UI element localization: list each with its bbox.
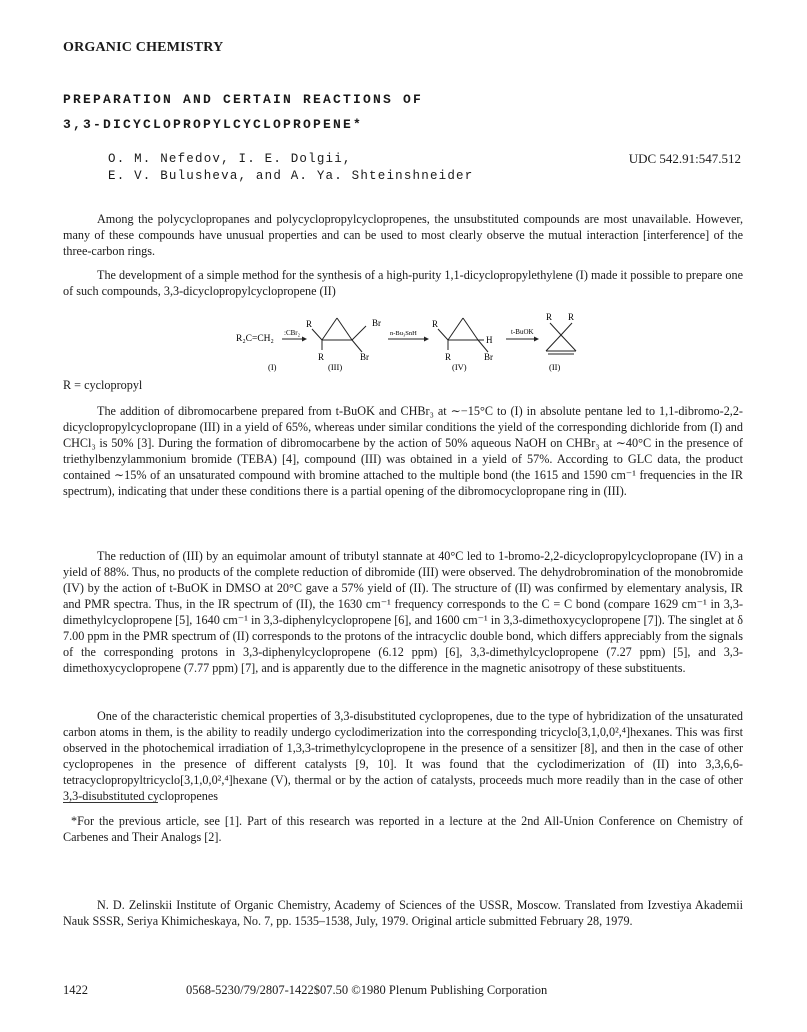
reagent-cbr2: :CBr₂ xyxy=(284,329,301,337)
page-number: 1422 xyxy=(63,983,88,997)
arrow-1-head xyxy=(302,337,307,342)
label-I: (I) xyxy=(268,362,277,372)
substituent-Br-III-bottom: Br xyxy=(360,352,369,362)
authors-line2: E. V. Bulusheva, and A. Ya. Shteinshneider xyxy=(108,169,474,183)
substituent-R-III-top: R xyxy=(306,319,313,329)
substituent-H-IV: H xyxy=(486,335,493,345)
r-definition: R = cyclopropyl xyxy=(63,378,143,392)
article-title-line1: PREPARATION AND CERTAIN REACTIONS OF xyxy=(63,92,424,107)
arrow-3-head xyxy=(534,337,539,342)
udc-code: UDC 542.91:547.512 xyxy=(628,151,741,166)
paragraph-synthesis: The development of a simple method for the synthesis of a high-purity 1,1-dicyclopropylethylene (I) made it possible to prepare one of such compounds, 3,3-dicyclopropylcyclopropene (II) xyxy=(63,268,743,298)
publication-code: 0568-5230/79/2807-1422$07.50 ©1980 Plenum Publishing Corporation xyxy=(186,983,548,997)
bond-IV-2 xyxy=(448,318,463,340)
reaction-scheme xyxy=(230,308,610,374)
footnote: *For the previous article, see [1]. Part of this research was reported in a lecture at the 2nd All-Union Conference on Chemistry of Carbenes and Their Analogs [2]. xyxy=(63,814,743,844)
bond-II-4 xyxy=(561,335,576,351)
substituent-Br-IV-bottom: Br xyxy=(484,352,493,362)
bond-II-1 xyxy=(550,323,561,335)
bond-II-3 xyxy=(546,335,561,351)
section-label: ORGANIC CHEMISTRY xyxy=(63,40,224,55)
reagent-bu3snh: n-Bu₃SnH xyxy=(390,330,417,337)
authors-line1: O. M. Nefedov, I. E. Dolgii, xyxy=(108,152,352,166)
label-III: (III) xyxy=(328,362,343,372)
label-II: (II) xyxy=(549,362,561,372)
affiliation: N. D. Zelinskii Institute of Organic Chemistry, Academy of Sciences of the USSR, Moscow. Translated from Izvestiya Akademii Nauk SSSR, Seriya Khimicheskaya, No. 7, pp. 1535–1538, July, 1979. Original article submitted February 28, 1979. xyxy=(63,898,743,928)
substituent-Br-III-top: Br xyxy=(372,318,381,328)
bond-III-3 xyxy=(337,318,352,340)
label-IV: (IV) xyxy=(452,362,467,372)
bond-II-2 xyxy=(561,323,572,335)
paragraph-reduction: The reduction of (III) by an equimolar amount of tributyl stannate at 40°C led to 1-bromo-2,2-dicyclopropylcyclopropane (IV) in a yield of 88%. Thus, no products of the complete reduction of dibromide (III) were observed. The dehydrobromination of the monobromide (IV) by the action of t-BuOK in DMSO at 20°C gave a 57% yield of (II). The structure of (II) was confirmed by elementary analysis, IR and PMR spectra. Thus, in the IR spectrum of (II), the 1630 cm⁻¹ frequency corresponds to the C = C bond (compare 1629 cm⁻¹ in 3,3-dimethylcyclopropene [5], 1640 cm⁻¹ in 3,3-diphenylcyclopropene [6], and 1600 cm⁻¹ in 3,3-dimethoxycyclopropene [7]). The singlet at δ 7.00 ppm in the PMR spectrum of (II) corresponds to the protons of the intracyclic double bond, which differs appreciably from the signals of the corresponding protons in 3,3-diphenylcyclopropene (6.12 ppm) [6], 3,3-dimethylcyclopropene (7.27 ppm) [5], and 3,3-dimethoxycyclopropene (7.77 ppm) [7], and is apparently due to the difference in the magnetic anisotropy of these substituents. xyxy=(63,549,743,675)
footnote-rule xyxy=(63,802,158,803)
substituent-R-IV-top: R xyxy=(432,319,439,329)
article-title-line2: 3,3-DICYCLOPROPYLCYCLOPROPENE* xyxy=(63,117,364,132)
bond-III-5 xyxy=(352,326,366,340)
reagent-tbuok: t-BuOK xyxy=(511,328,534,336)
arrow-2-head xyxy=(424,337,429,342)
reactant-I: R₂C=CH₂ xyxy=(236,334,274,344)
bond-III-2 xyxy=(322,318,337,340)
substituent-R-III-bottom: R xyxy=(318,352,325,362)
paragraph-intro: Among the polycyclopropanes and polycyclopropylcyclopropenes, the unsubstituted compounds are most unavailable. However, many of these compounds have unusual properties and can be used to most clearly observe the mutual interaction [interference] of the three-carbon rings. xyxy=(63,212,743,258)
substituent-R-II-left: R xyxy=(546,312,553,322)
bond-IV-3 xyxy=(463,318,478,340)
bond-III-6 xyxy=(352,340,362,352)
bond-IV-1 xyxy=(438,329,448,340)
paragraph-cyclodimerization: One of the characteristic chemical properties of 3,3-disubstituted cyclopropenes, due to the type of hybridization of the unsaturated carbon atoms in them, is the ability to readily undergo cyclodimerization into the corresponding tricyclo[3,1,0,0²,⁴]hexanes. This was first observed in the photochemical irradiation of 1,3,3-trimethylcyclopropene in the presence of a sensitizer [8], and then in the case of other cyclopropenes in the presence of different catalysts [9, 10]. It was found that the cyclodimerization of (II) into 3,3,6,6-tetracyclopropyltricyclo[3,1,0,0²,⁴]hexane (V), thermal or by the action of catalysts, proceeds much more readily than in the case of other 3,3-disubstituted cyclopropenes xyxy=(63,709,743,803)
substituent-R-IV-bottom: R xyxy=(445,352,452,362)
paragraph-dibromocarbene: The addition of dibromocarbene prepared from t-BuOK and CHBr₃ at ∼−15°C to (I) in absolute pentane led to 1,1-dibromo-2,2-dicyclopropylcyclopropane (III) in a yield of 65%, whereas under similar conditions the yield of the corresponding dichloride from (I) and CHCl₃ is 50% [3]. During the formation of dibromocarbene by the action of 50% aqueous NaOH on CHBr₃ at ∼40°C in the presence of triethylbenzylammonium bromide (TEBA) [4], compound (III) was obtained in a yield of 57%. According to GLC data, the product contained ∼15% of an unsaturated compound with bromine attached to the multiple bond (the 1615 and 1590 cm⁻¹ frequencies in the IR spectrum), indicating that under these conditions there is a partial opening of the dibromocyclopropane ring in (III). xyxy=(63,404,743,498)
bond-III-1 xyxy=(312,329,322,340)
substituent-R-II-right: R xyxy=(568,312,575,322)
